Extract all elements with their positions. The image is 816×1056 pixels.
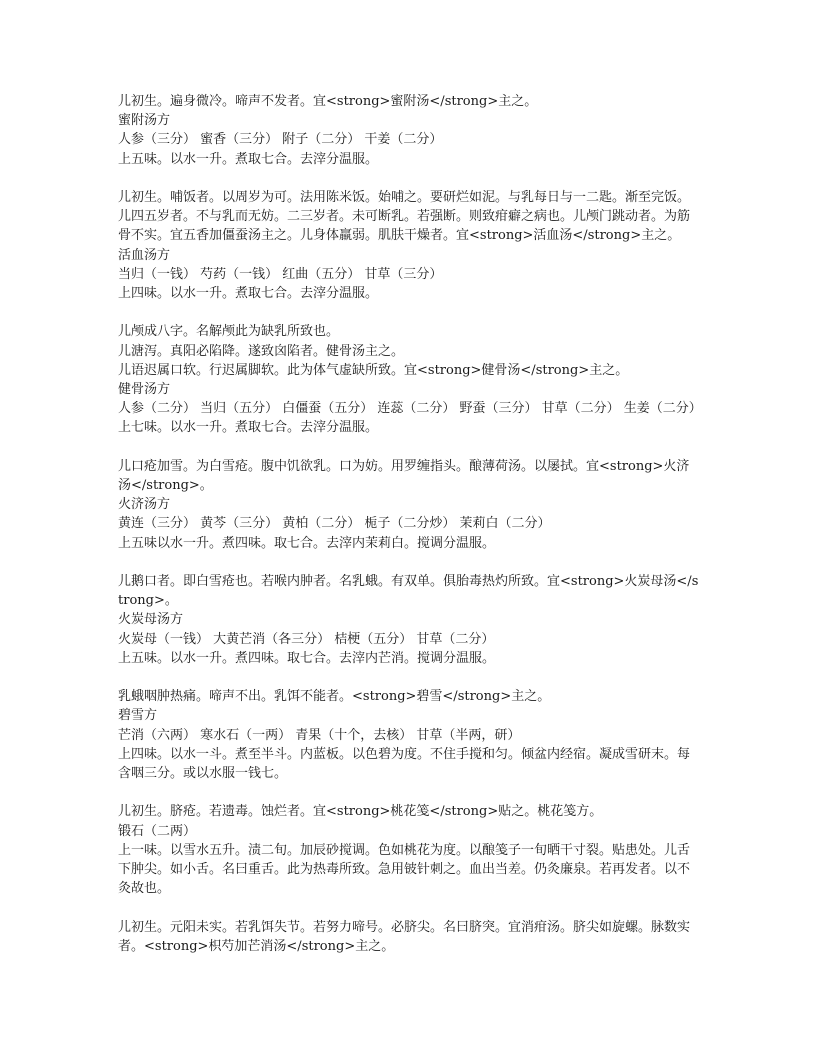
instructions: 上七味。以水一升。煮取七合。去滓分温服。 — [118, 420, 379, 436]
section-huotanmu — [118, 572, 700, 668]
paragraph: 儿初生。哺饭者。以周岁为可。法用陈米饭。始哺之。要研烂如泥。与乳每日与一二匙。渐至完饭。儿四五岁者。不与乳而无妨。二三岁者。未可断乳。若强断。则致疳癖之病也。儿颅门跳动者。为筋骨不实。宜五香加僵蚕汤主之。儿身体羸弱。肌肤干燥者。宜<strong>活血汤</strong>主之。 — [118, 190, 691, 244]
section-jiangu — [118, 322, 700, 437]
ingredients: 黄连（三分） 黄芩（三分） 黄柏（二分） 栀子（二分炒） 茉莉白（二分） — [118, 516, 551, 532]
ingredients: 当归（一钱） 芍药（一钱） 红曲（五分） 甘草（三分） — [118, 266, 443, 282]
instructions: 上一味。以雪水五升。渍二旬。加辰砂搅调。色如桃花为度。以酿笺子一旬晒干寸裂。贴患处。儿舌下肿尖。如小舌。名曰重舌。此为热毒所致。急用铍针刺之。血出当差。仍灸廉泉。若再发者。以不灸故也。 — [118, 842, 691, 897]
ingredients: 锻石（二两） — [118, 823, 197, 839]
instructions: 上五味以水一升。煮四味。取七合。去滓内茉莉白。搅调分温服。 — [118, 535, 496, 551]
ingredients: 人参（二分） 当归（五分） 白僵蚕（五分） 连蕊（二分） 野蚕（三分） 甘草（二分） 生姜（二分） — [118, 401, 702, 417]
section-huoji — [118, 457, 700, 553]
paragraph: 乳蛾咽肿热痛。啼声不出。乳饵不能者。<strong>碧雪</strong>主之。 — [118, 689, 551, 705]
formula-title: 碧雪方 — [118, 708, 158, 724]
paragraph: 儿口疮加雪。为白雪疮。腹中饥欲乳。口为妨。用罗缠指头。酿薄荷汤。以屡拭。宜<strong>火济汤</strong>。 — [118, 458, 690, 494]
section-qishao — [118, 918, 700, 956]
instructions: 上五味。以水一升。煮取七合。去滓分温服。 — [118, 151, 379, 167]
formula-title: 火炭母汤方 — [118, 612, 184, 628]
section-bixue — [118, 687, 700, 783]
ingredients: 火炭母（一钱） 大黄芒消（各三分） 桔梗（五分） 甘草（二分） — [118, 631, 495, 647]
section-taohuajian — [118, 802, 700, 898]
paragraph: 儿鹅口者。即白雪疮也。若喉内肿者。名乳蛾。有双单。俱胎毒热灼所致。宜<strong>火炭母汤</strong>。 — [118, 574, 699, 609]
paragraph: 儿溏泻。真阳必陷降。遂致囟陷者。健骨汤主之。 — [118, 343, 405, 359]
instructions: 上五味。以水一升。煮四味。取七合。去滓内芒消。搅调分温服。 — [118, 650, 496, 666]
ingredients: 芒消（六两） 寒水石（一两） 青果（十个，去核） 甘草（半两，研） — [118, 727, 521, 743]
paragraph: 儿颅成八字。名解颅此为缺乳所致也。 — [118, 324, 340, 340]
formula-title: 火济汤方 — [118, 497, 171, 513]
ingredients: 人参（三分） 蜜香（三分） 附子（二分） 干姜（二分） — [118, 132, 443, 148]
instructions: 上四味。以水一斗。煮至半斗。内蓝板。以色碧为度。不住手搅和匀。倾盆内经宿。凝成雪研末。每含咽三分。或以水服一钱七。 — [118, 746, 691, 782]
formula-title: 蜜附汤方 — [118, 113, 171, 129]
formula-title: 健骨汤方 — [118, 382, 171, 398]
paragraph: 儿初生。遍身微冷。啼声不发者。宜<strong>蜜附汤</strong>主之。 — [118, 94, 538, 109]
document-page — [118, 92, 700, 975]
paragraph: 儿初生。脐疮。若遗毒。蚀烂者。宜<strong>桃花笺</strong>贴之。桃花笺方。 — [118, 804, 603, 820]
paragraph: 儿初生。元阳未实。若乳饵失节。若努力啼号。必脐尖。名曰脐突。宜消疳汤。脐尖如旋螺。脉数实者。<strong>枳芍加芒消汤</strong>主之。 — [118, 919, 691, 954]
section-huoxue — [118, 188, 700, 303]
instructions: 上四味。以水一升。煮取七合。去滓分温服。 — [118, 286, 379, 302]
section-mifu — [118, 92, 700, 169]
formula-title: 活血汤方 — [118, 247, 171, 263]
paragraph: 儿语迟属口软。行迟属脚软。此为体气虚缺所致。宜<strong>健骨汤</strong>主之。 — [118, 362, 629, 378]
